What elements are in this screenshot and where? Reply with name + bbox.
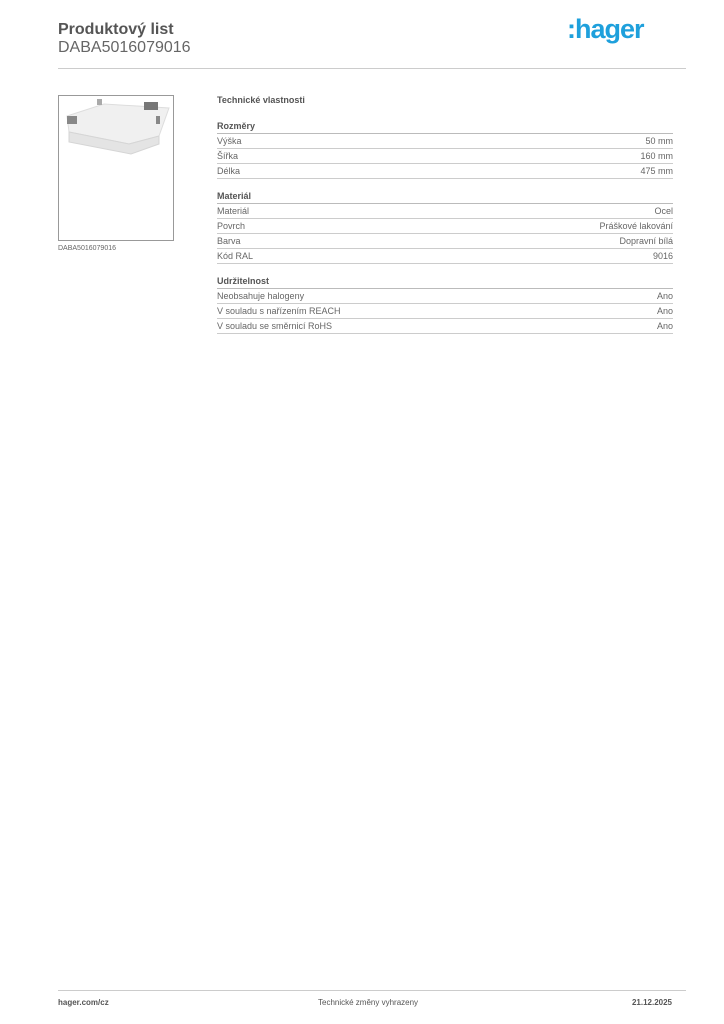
footer-divider	[58, 990, 686, 991]
spec-row	[217, 164, 673, 179]
spec-row	[217, 219, 673, 234]
spec-label: Délka	[217, 166, 241, 176]
spec-value: Ocel	[654, 206, 673, 216]
spec-group-title: Udržitelnost	[217, 276, 673, 289]
spec-label: Barva	[217, 236, 241, 246]
spec-value: Ano	[656, 321, 673, 331]
spec-row	[217, 234, 673, 249]
spec-value: Ano	[656, 306, 673, 316]
spec-group-title: Materiál	[217, 191, 673, 204]
image-caption: DABA5016079016	[58, 245, 116, 252]
spec-value: 475 mm	[640, 166, 673, 176]
spec-label: Materiál	[217, 206, 250, 216]
spec-value: Dopravní bílá	[619, 236, 673, 246]
footer-date: 21.12.2025	[631, 998, 672, 1007]
product-image	[58, 95, 174, 241]
spec-group	[217, 121, 673, 179]
spec-value: Ano	[656, 291, 673, 301]
technical-specs	[217, 95, 673, 346]
spec-label: V souladu se směrnicí RoHS	[217, 321, 333, 331]
spec-label: Šířka	[217, 151, 239, 161]
hager-logo: :hager	[567, 14, 644, 44]
spec-row	[217, 289, 673, 304]
spec-label: Povrch	[217, 221, 246, 231]
page-title: Produktový list	[58, 21, 174, 38]
footer-note: Technické změny vyhrazeny	[318, 998, 419, 1007]
spec-label: V souladu s nařízením REACH	[217, 306, 341, 316]
spec-group	[217, 276, 673, 334]
spec-row	[217, 319, 673, 334]
specs-title: Technické vlastnosti	[217, 95, 305, 105]
spec-label: Neobsahuje halogeny	[217, 291, 305, 301]
header-divider	[58, 68, 686, 69]
spec-row	[217, 304, 673, 319]
spec-value: Práškové lakování	[599, 221, 673, 231]
spec-value: 50 mm	[645, 136, 673, 146]
spec-row	[217, 204, 673, 219]
spec-group-title: Rozměry	[217, 121, 673, 134]
spec-value: 160 mm	[640, 151, 673, 161]
footer-website[interactable]: hager.com/cz	[58, 998, 109, 1007]
spec-value: 9016	[652, 251, 673, 261]
spec-label: Výška	[217, 136, 242, 146]
spec-row	[217, 134, 673, 149]
product-code: DABA5016079016	[58, 39, 191, 56]
spec-row	[217, 249, 673, 264]
spec-row	[217, 149, 673, 164]
spec-group	[217, 191, 673, 264]
spec-label: Kód RAL	[217, 251, 254, 261]
